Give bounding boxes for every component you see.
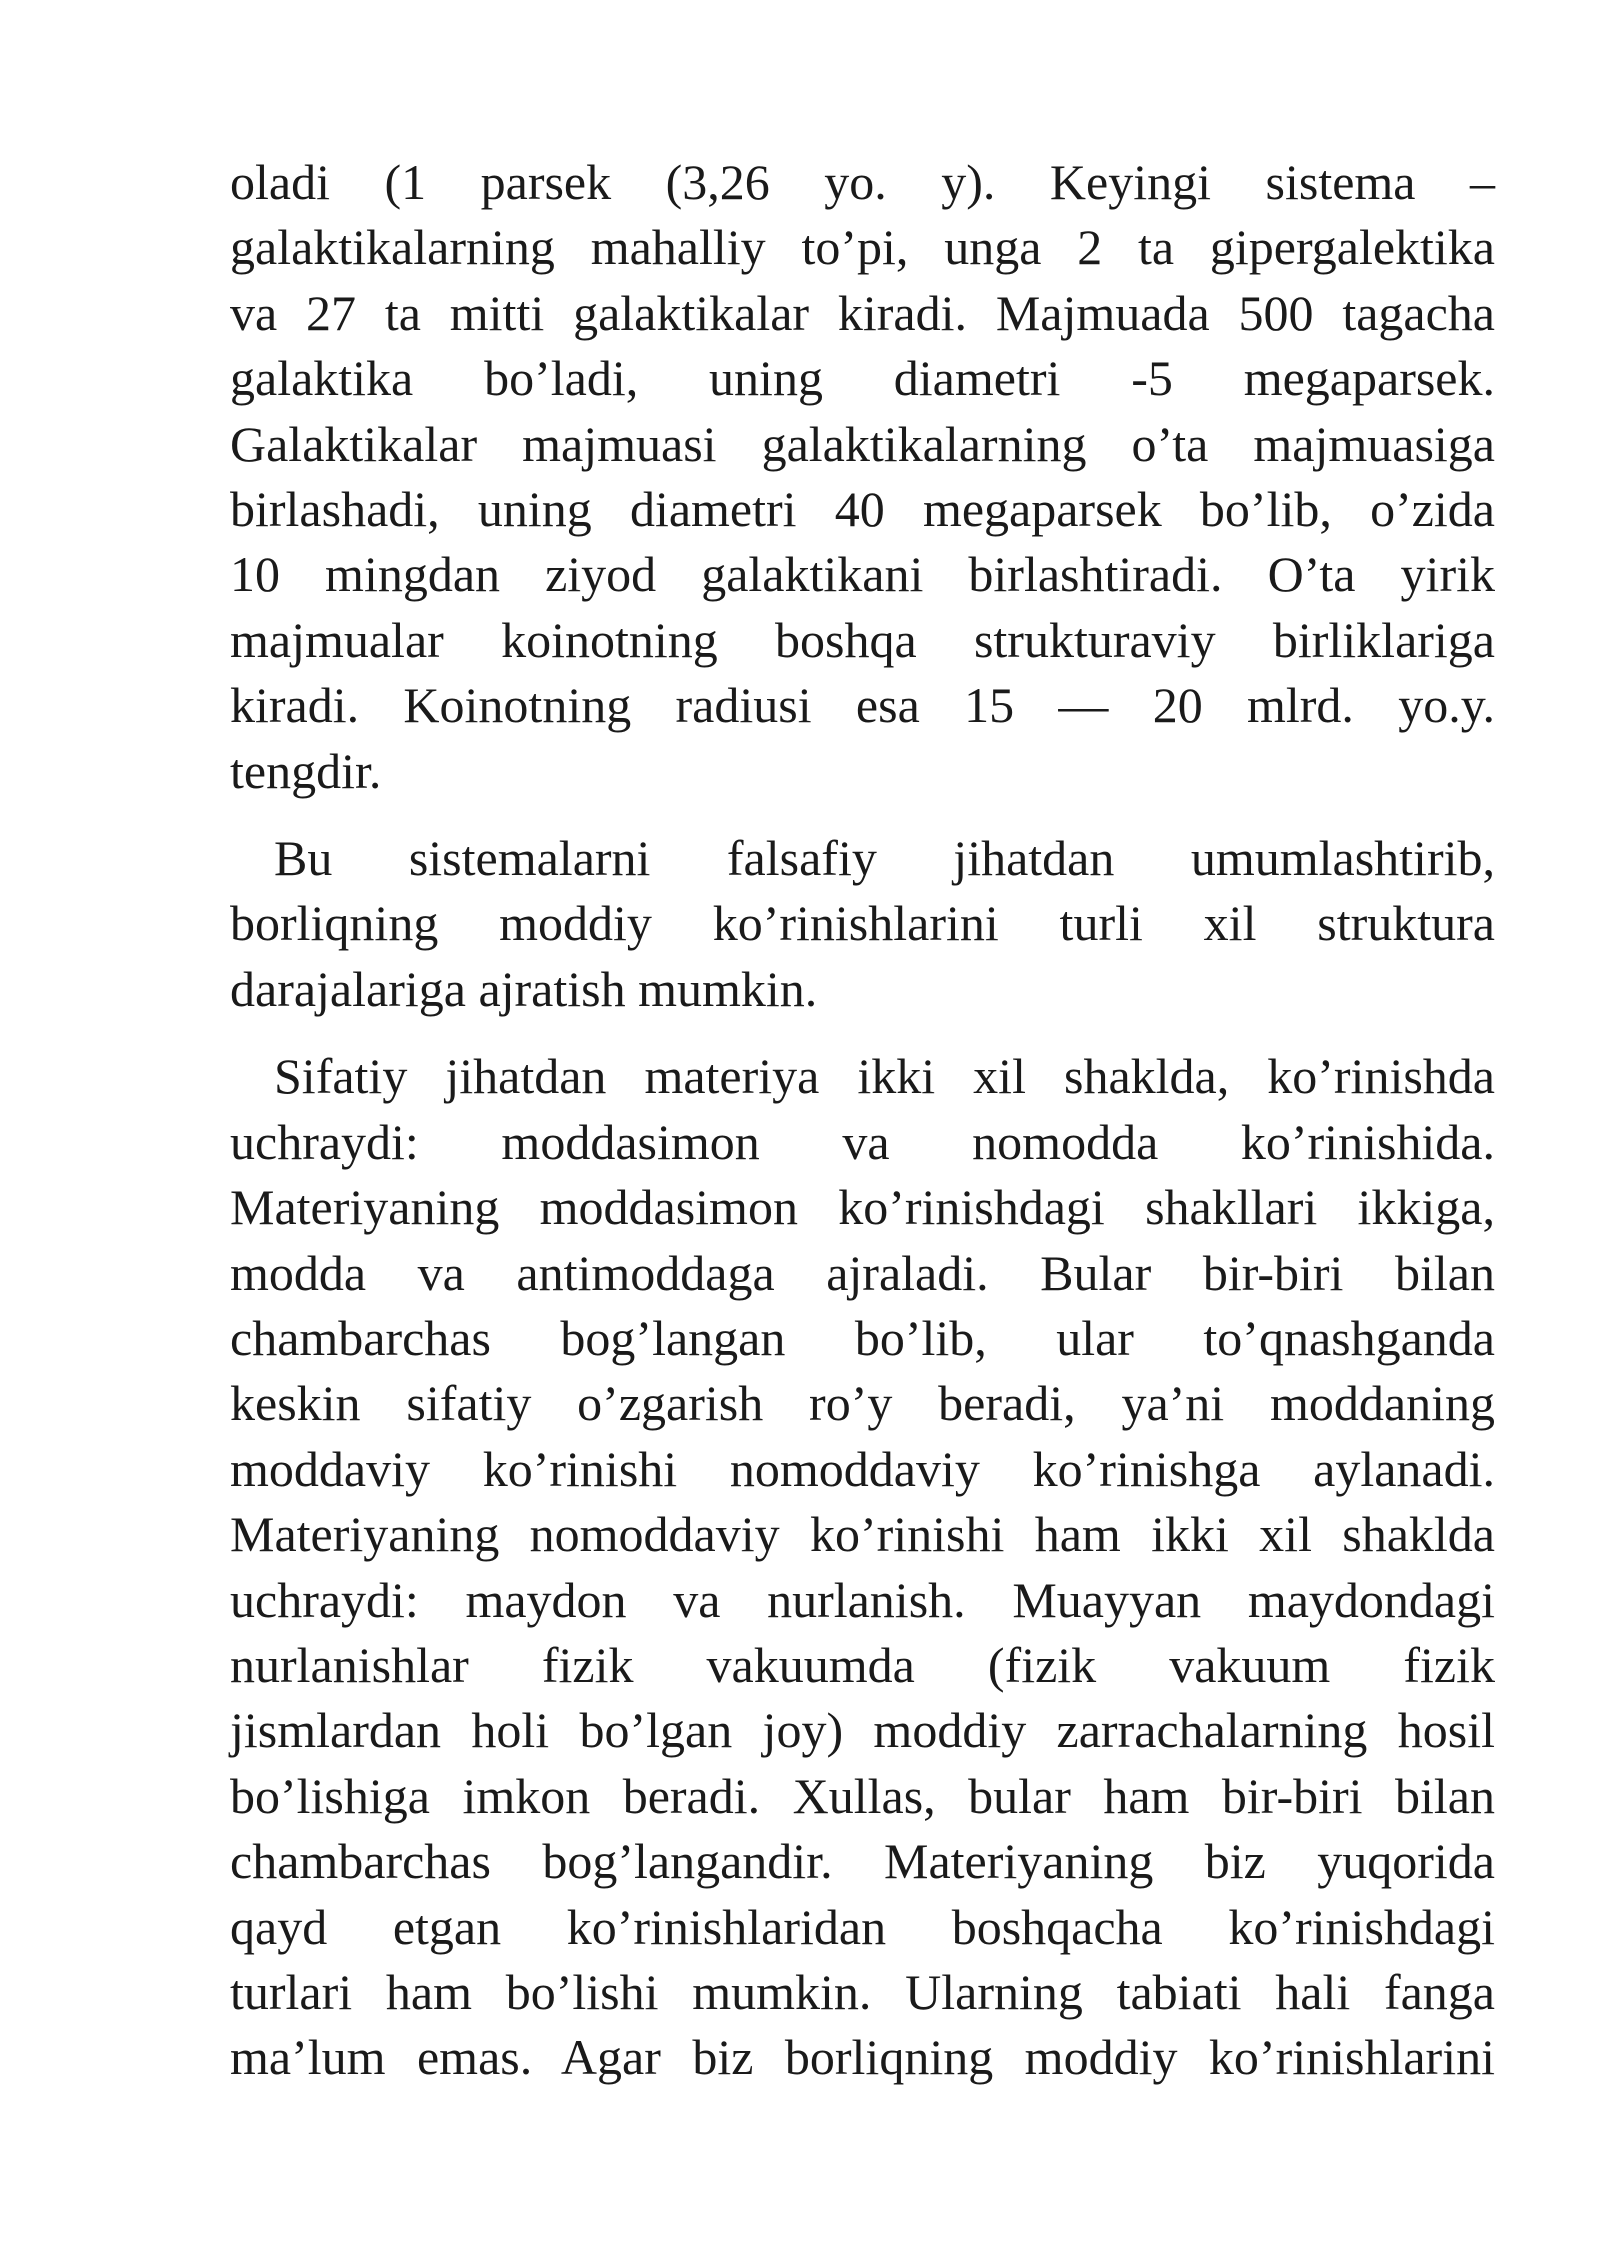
text-line: majmualar koinotning boshqa strukturaviy birliklariga bbox=[230, 611, 1495, 668]
text-line: tengdir. bbox=[230, 742, 382, 799]
text-line: borliqning moddiy ko’rinishlarini turli xil struktura bbox=[230, 895, 1495, 952]
text-line: uchraydi: moddasimon va nomodda ko’rinishida. bbox=[230, 1113, 1495, 1170]
text-line: jismlardan holi bo’lgan joy) moddiy zarrachalarning hosil bbox=[230, 1702, 1495, 1759]
text-line: keskin sifatiy o’zgarish ro’y beradi, ya’ni moddaning bbox=[230, 1375, 1495, 1432]
text-line: Galaktikalar majmuasi galaktikalarning o’ta majmuasiga bbox=[230, 415, 1495, 472]
text-line: Materiyaning moddasimon ko’rinishdagi shakllari ikkiga, bbox=[230, 1179, 1495, 1236]
text-line: Materiyaning nomoddaviy ko’rinishi ham ikki xil shaklda bbox=[230, 1506, 1495, 1563]
paragraph-1 bbox=[230, 150, 1495, 804]
text-line: uchraydi: maydon va nurlanish. Muayyan maydondagi bbox=[230, 1571, 1495, 1628]
text-line: chambarchas bog’langandir. Materiyaning biz yuqorida bbox=[230, 1833, 1495, 1890]
paragraph-3 bbox=[230, 1044, 1495, 2091]
document-page bbox=[230, 150, 1495, 2113]
text-line: qayd etgan ko’rinishlaridan boshqacha ko’rinishdagi bbox=[230, 1898, 1495, 1955]
text-line: chambarchas bog’langan bo’lib, ular to’qnashganda bbox=[230, 1309, 1495, 1366]
text-line: modda va antimoddaga ajraladi. Bular bir-biri bilan bbox=[230, 1244, 1495, 1301]
text-line: birlashadi, uning diametri 40 megaparsek bo’lib, o’zida bbox=[230, 481, 1495, 538]
text-line: kiradi. Koinotning radiusi esa 15 — 20 mlrd. yo.y. bbox=[230, 677, 1495, 734]
text-line: nurlanishlar fizik vakuumda (fizik vakuum fizik bbox=[230, 1636, 1495, 1693]
text-line: bo’lishiga imkon beradi. Xullas, bular ham bir-biri bilan bbox=[230, 1767, 1495, 1824]
text-line: va 27 ta mitti galaktikalar kiradi. Majmuada 500 tagacha bbox=[230, 284, 1495, 341]
text-line: turlari ham bo’lishi mumkin. Ularning tabiati hali fanga bbox=[230, 1963, 1495, 2020]
text-line: oladi (1 parsek (3,26 yo. y). Keyingi sistema – bbox=[230, 154, 1495, 210]
text-line: Bu sistemalarni falsafiy jihatdan umumlashtirib, bbox=[274, 830, 1495, 887]
paragraph-2 bbox=[230, 826, 1495, 1022]
text-line: galaktikalarning mahalliy to’pi, unga 2 ta gipergalektika bbox=[230, 219, 1495, 276]
text-line: Sifatiy jihatdan materiya ikki xil shaklda, ko’rinishda bbox=[274, 1048, 1495, 1105]
text-line: ma’lum emas. Agar biz borliqning moddiy ko’rinishlarini bbox=[230, 2029, 1495, 2086]
text-line: galaktika bo’ladi, uning diametri -5 megaparsek. bbox=[230, 350, 1495, 407]
text-line: moddaviy ko’rinishi nomoddaviy ko’rinishga aylanadi. bbox=[230, 1440, 1495, 1497]
text-line: 10 mingdan ziyod galaktikani birlashtiradi. O’ta yirik bbox=[230, 546, 1495, 603]
text-line: darajalariga ajratish mumkin. bbox=[230, 960, 818, 1017]
